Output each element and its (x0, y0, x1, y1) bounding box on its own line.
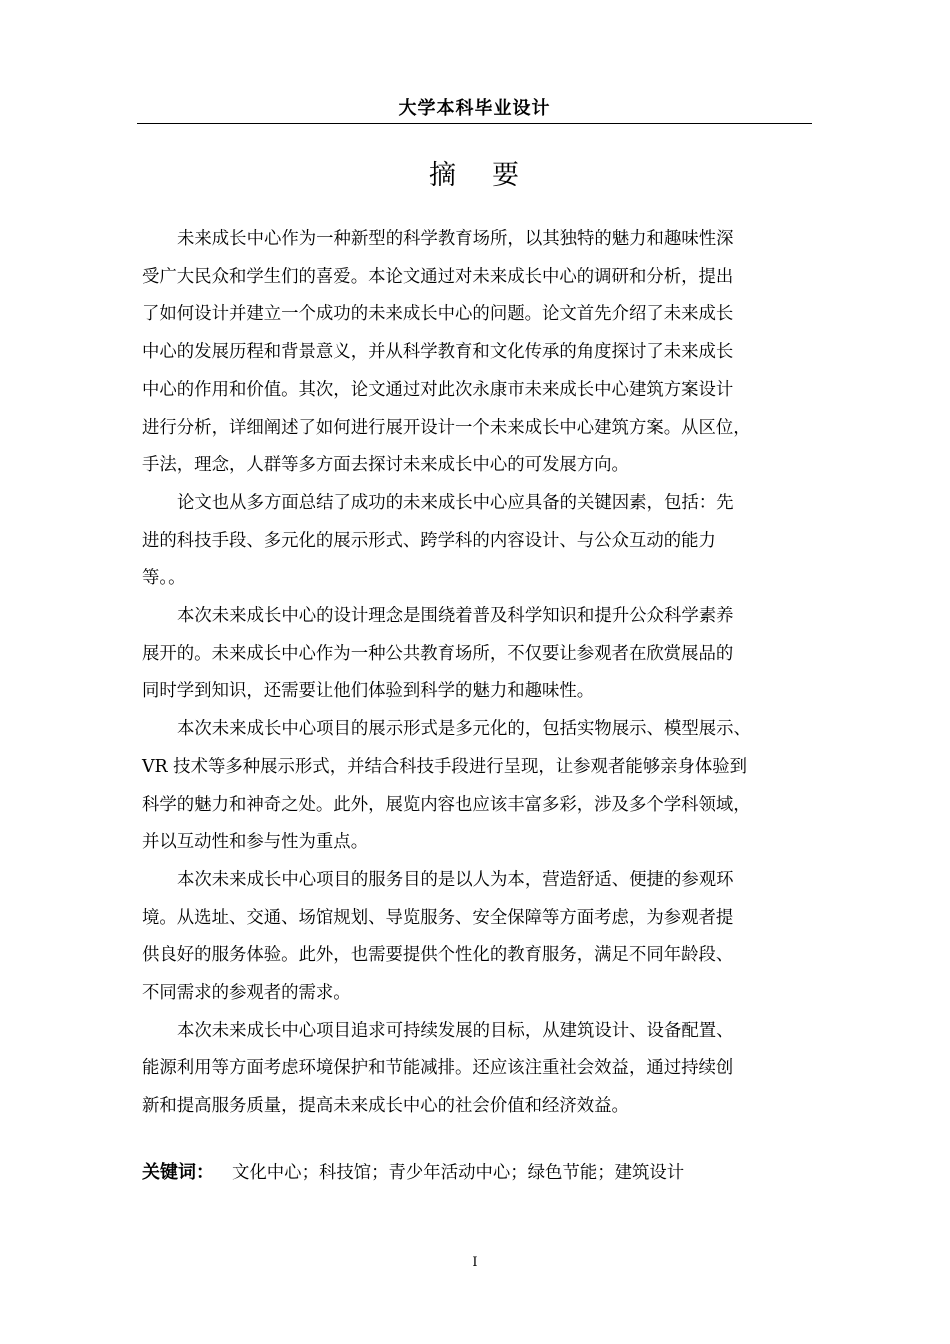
abstract-paragraph-5 (142, 862, 812, 1013)
paragraph-line: 不同需求的参观者的需求。 (142, 983, 351, 1004)
paragraph-line: 境。从选址、交通、场馆规划、导览服务、安全保障等方面考虑，为参观者提 (142, 907, 734, 928)
header-rule (137, 123, 812, 124)
paragraph-line: 科学的魅力和神奇之处。此外，展览内容也应该丰富多彩，涉及多个学科领域， (142, 794, 751, 815)
paragraph-line: 供良好的服务体验。此外，也需要提供个性化的教育服务，满足不同年龄段、 (142, 945, 734, 966)
abstract-title-char-1: 摘 (429, 160, 458, 191)
paragraph-line: 能源利用等方面考虑环境保护和节能减排。还应该注重社会效益，通过持续创 (142, 1058, 734, 1079)
abstract-paragraph-1 (142, 221, 812, 485)
paragraph-line: 新和提高服务质量，提高未来成长中心的社会价值和经济效益。 (142, 1096, 629, 1117)
abstract-paragraph-6 (142, 1013, 812, 1126)
paragraph-line: 中心的作用和价值。其次，论文通过对此次永康市未来成长中心建筑方案设计 (142, 379, 734, 400)
running-header: 大学本科毕业设计 (398, 98, 551, 119)
paragraph-line: 本次未来成长中心项目追求可持续发展的目标，从建筑设计、设备配置、 (177, 1020, 734, 1041)
paragraph-line: 了如何设计并建立一个成功的未来成长中心的问题。论文首先介绍了未来成长 (142, 304, 734, 325)
paragraph-line: 同时学到知识，还需要让他们体验到科学的魅力和趣味性。 (142, 681, 595, 702)
abstract-body (142, 221, 812, 1126)
abstract-paragraph-2 (142, 485, 812, 598)
paragraph-line: 未来成长中心作为一种新型的科学教育场所，以其独特的魅力和趣味性深 (177, 229, 734, 249)
paragraph-line: 本次未来成长中心项目的展示形式是多元化的，包括实物展示、模型展示、 (177, 719, 751, 740)
paragraph-line: 论文也从多方面总结了成功的未来成长中心应具备的关键因素，包括：先 (177, 492, 734, 513)
paragraph-line: 展开的。未来成长中心作为一种公共教育场所，不仅要让参观者在欣赏展品的 (142, 643, 734, 664)
paragraph-line: 进的科技手段、多元化的展示形式、跨学科的内容设计、与公众互动的能力 (142, 530, 716, 551)
abstract-title (0, 156, 950, 196)
keywords-value: 文化中心；科技馆；青少年活动中心；绿色节能；建筑设计 (232, 1163, 685, 1183)
keywords-line (142, 1158, 812, 1188)
paragraph-line: 并以互动性和参与性为重点。 (142, 832, 369, 853)
keywords-label: 关键词： (142, 1162, 214, 1183)
page-number: I (472, 1255, 478, 1270)
paragraph-line: 受广大民众和学生们的喜爱。本论文通过对未来成长中心的调研和分析，提出 (142, 266, 734, 287)
paragraph-line: 等。。 (142, 568, 186, 589)
abstract-title-char-2: 要 (492, 160, 521, 191)
paragraph-line: 进行分析，详细阐述了如何进行展开设计一个未来成长中心建筑方案。从区位， (142, 417, 751, 438)
paragraph-line: VR 技术等多种展示形式，并结合科技手段进行呈现，让参观者能够亲身体验到 (142, 756, 748, 777)
abstract-paragraph-4 (142, 711, 812, 862)
abstract-paragraph-3 (142, 598, 812, 711)
paragraph-line: 本次未来成长中心项目的服务目的是以人为本，营造舒适、便捷的参观环 (177, 869, 734, 890)
paragraph-line: 手法，理念，人群等多方面去探讨未来成长中心的可发展方向。 (142, 455, 629, 476)
paragraph-line: 本次未来成长中心的设计理念是围绕着普及科学知识和提升公众科学素养 (177, 606, 734, 627)
paragraph-line: 中心的发展历程和背景意义，并从科学教育和文化传承的角度探讨了未来成长 (142, 342, 734, 363)
